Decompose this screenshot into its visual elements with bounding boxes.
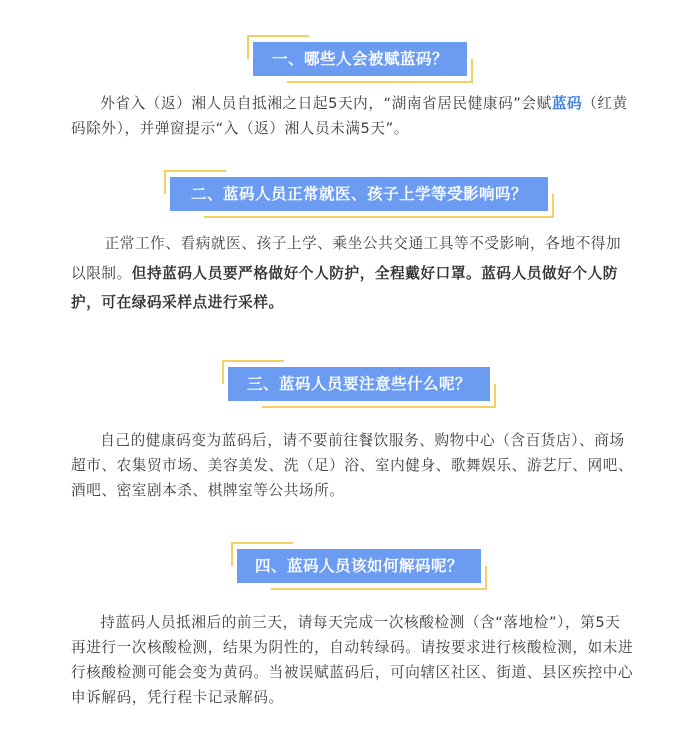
paragraph-2 (71, 229, 635, 318)
heading-text: 三、蓝码人员要注意些什么呢？ (228, 367, 490, 401)
bold-text: 但持蓝码人员要严格做好个人防护，全程戴好口罩。蓝码人员做好个人防护，可在绿码采样点进行采样。 (71, 264, 618, 311)
text: （红黄码除外），并弹窗提示“入（返）湘人员未满5天”。 (71, 95, 628, 137)
heading-text: 一、哪些人会被赋蓝码？ (253, 42, 467, 76)
paragraph-3: 自己的健康码变为蓝码后，请不要前往餐饮服务、购物中心（含百货店）、商场超市、农集贸市场、美容美发、洗（足）浴、室内健身、歌舞娱乐、游艺厅、网吧、酒吧、密室剧本杀、棋牌室等公共场所。 (71, 432, 634, 499)
section-heading-3 (228, 367, 490, 401)
heading-text: 二、蓝码人员正常就医、孩子上学等受影响吗？ (170, 177, 548, 211)
text: 正常工作、看病就医、孩子上学、乘坐公共交通工具等不受影响，各地不得加以限制。 (71, 235, 622, 282)
highlight-text: 蓝码 (551, 95, 583, 112)
paragraph-4: 持蓝码人员抵湘后的前三天，请每天完成一次核酸检测（含“落地检”），第5天再进行一次核酸检测，结果为阴性的，自动转绿码。请按要求进行核酸检测，如未进行核酸检测可能会变为黄码。当被误赋蓝码后，可向辖区社区、街道、县区疾控中心申诉解码，凭行程卡记录解码。 (71, 614, 634, 706)
paragraph-1 (71, 91, 635, 141)
heading-text: 四、蓝码人员该如何解码呢？ (237, 549, 481, 583)
section-heading-1 (253, 42, 467, 76)
text: 外省入（返）湘人员自抵湘之日起5天内，“湖南省居民健康码”会赋 (100, 95, 552, 112)
section-heading-4 (237, 549, 481, 583)
section-heading-2 (170, 177, 548, 211)
